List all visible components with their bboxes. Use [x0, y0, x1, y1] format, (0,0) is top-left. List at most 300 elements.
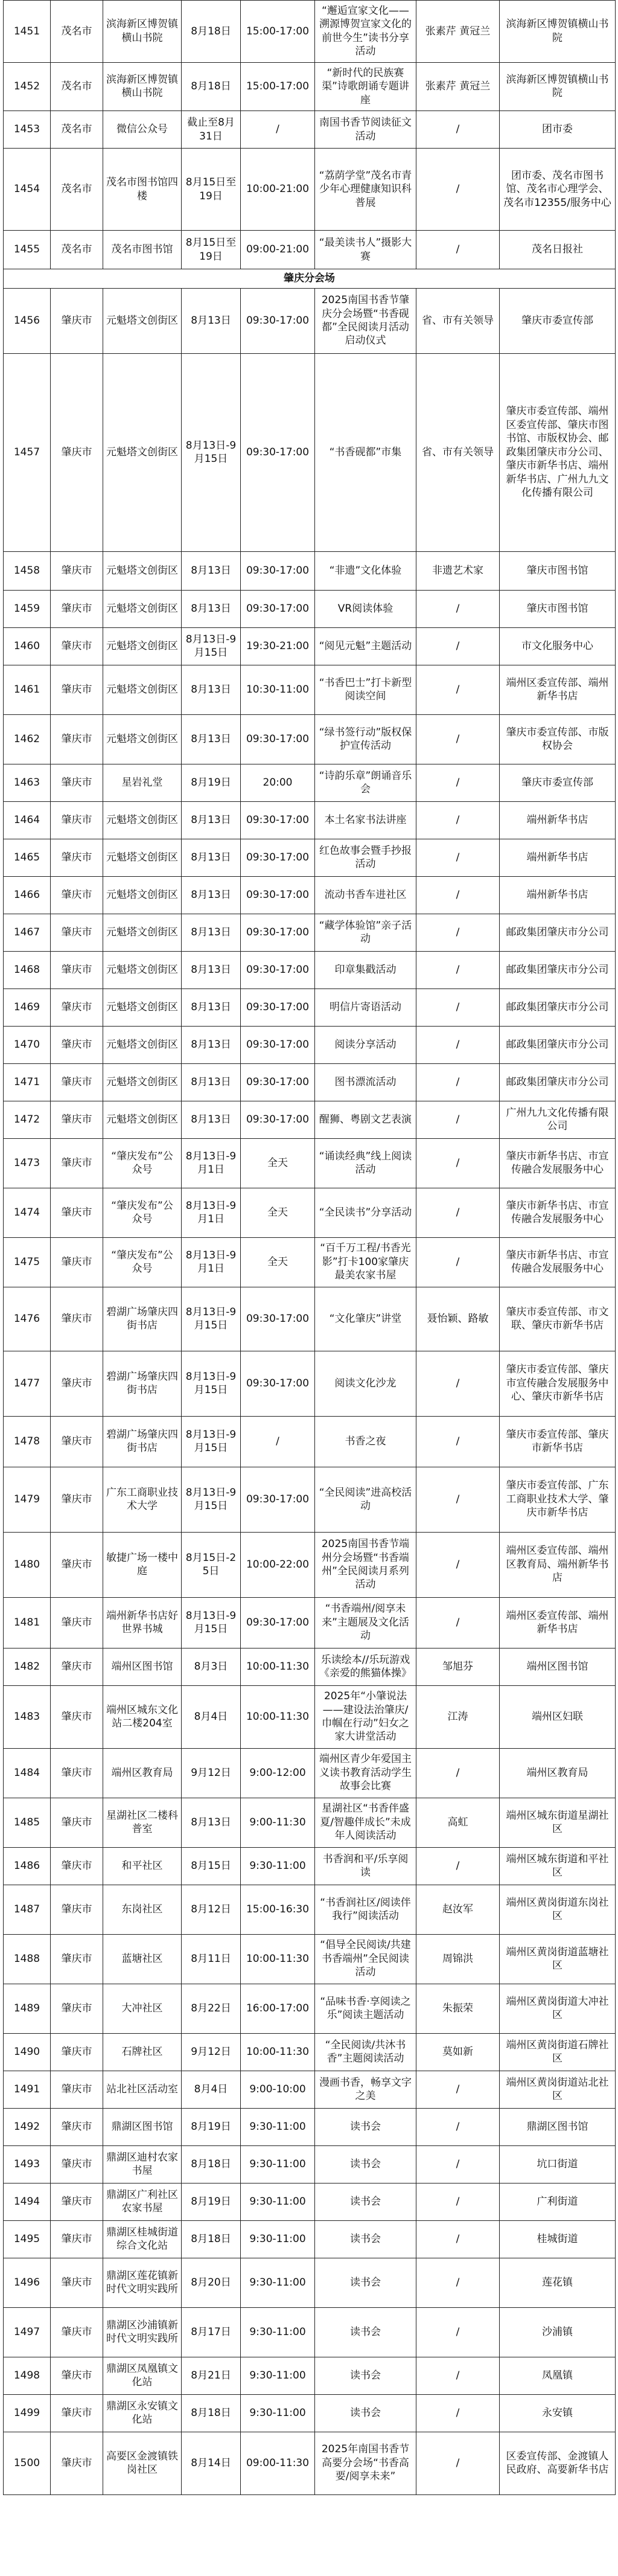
cell-organizer: 端州区图书馆	[500, 1648, 616, 1685]
cell-activity-name: 读书会	[315, 2258, 416, 2307]
table-row	[4, 839, 616, 876]
cell-city: 肇庆市	[51, 1416, 103, 1467]
cell-guest: 周锦洪	[416, 1934, 500, 1984]
cell-city: 肇庆市	[51, 1685, 103, 1748]
table-row	[4, 714, 616, 764]
cell-venue: 元魁塔文创街区	[103, 1101, 182, 1138]
cell-city: 肇庆市	[51, 1984, 103, 2033]
table-row	[4, 231, 616, 269]
cell-time: 全天	[241, 1138, 315, 1188]
table-row	[4, 951, 616, 988]
cell-row-number: 1459	[4, 590, 51, 627]
cell-row-number: 1469	[4, 988, 51, 1026]
cell-activity-name: “绿书签行动”版权保护宣传活动	[315, 714, 416, 764]
cell-time: 09:30-17:00	[241, 353, 315, 551]
cell-activity-name: “倡导全民阅读/共建书香端州”全民阅读活动	[315, 1934, 416, 1984]
table-row	[4, 1026, 616, 1063]
cell-activity-name: 漫画书香，畅享文字之美	[315, 2071, 416, 2108]
cell-guest: /	[416, 2357, 500, 2394]
cell-row-number: 1477	[4, 1351, 51, 1416]
cell-time: 09:30-17:00	[241, 951, 315, 988]
cell-city: 肇庆市	[51, 839, 103, 876]
cell-row-number: 1457	[4, 353, 51, 551]
cell-row-number: 1476	[4, 1287, 51, 1351]
cell-guest: /	[416, 876, 500, 914]
cell-date: 8月13日	[182, 801, 241, 839]
cell-activity-name: 读书会	[315, 2307, 416, 2357]
cell-venue: 元魁塔文创街区	[103, 1063, 182, 1101]
cell-time: 09:30-17:00	[241, 1287, 315, 1351]
cell-activity-name: “品味书香·享阅读之乐”阅读主题活动	[315, 1984, 416, 2033]
cell-activity-name: 南国书香节阅读征文活动	[315, 111, 416, 149]
cell-city: 茂名市	[51, 1, 103, 63]
table-row	[4, 665, 616, 714]
cell-guest: 邹旭芬	[416, 1648, 500, 1685]
cell-venue: 星岩礼堂	[103, 764, 182, 801]
table-row	[4, 2183, 616, 2220]
cell-venue: 元魁塔文创街区	[103, 288, 182, 353]
cell-venue: 和平社区	[103, 1847, 182, 1885]
table-row	[4, 2033, 616, 2071]
cell-time: 09:30-17:00	[241, 1026, 315, 1063]
cell-guest: /	[416, 665, 500, 714]
cell-row-number: 1483	[4, 1685, 51, 1748]
cell-row-number: 1468	[4, 951, 51, 988]
cell-date: 8月4日	[182, 2071, 241, 2108]
cell-guest: /	[416, 714, 500, 764]
cell-time: 09:00-21:00	[241, 231, 315, 269]
cell-city: 肇庆市	[51, 1597, 103, 1648]
cell-guest: 高虹	[416, 1798, 500, 1847]
cell-venue: 碧湖广场肇庆四街书店	[103, 1287, 182, 1351]
cell-organizer: 沙浦镇	[500, 2307, 616, 2357]
cell-guest: 省、市有关领导	[416, 353, 500, 551]
cell-guest: /	[416, 1847, 500, 1885]
cell-guest: /	[416, 1597, 500, 1648]
cell-time: 10:00-22:00	[241, 1532, 315, 1597]
cell-organizer: 端州区委宣传部、端州新华书店	[500, 1597, 616, 1648]
cell-guest: /	[416, 1063, 500, 1101]
table-row	[4, 1237, 616, 1287]
cell-activity-name: “诵读经典”线上阅读活动	[315, 1138, 416, 1188]
cell-organizer: 肇庆市新华书店、市宣传融合发展服务中心	[500, 1237, 616, 1287]
cell-organizer: 端州区教育局	[500, 1748, 616, 1798]
cell-date: 8月15日至19日	[182, 231, 241, 269]
cell-row-number: 1474	[4, 1188, 51, 1237]
cell-row-number: 1500	[4, 2432, 51, 2494]
cell-date: 8月13日	[182, 714, 241, 764]
cell-organizer: 端州区委宣传部、端州新华书店	[500, 665, 616, 714]
cell-organizer: 团市委、茂名市图书馆、茂名市心理学会、茂名市12355/服务中心	[500, 149, 616, 231]
cell-city: 肇庆市	[51, 1467, 103, 1532]
cell-guest: /	[416, 627, 500, 665]
cell-venue: 元魁塔文创街区	[103, 627, 182, 665]
cell-venue: 石牌社区	[103, 2033, 182, 2071]
cell-date: 8月13日	[182, 288, 241, 353]
cell-venue: 鼎湖区凤凰镇文化站	[103, 2357, 182, 2394]
table-row	[4, 1934, 616, 1984]
cell-date: 8月4日	[182, 1685, 241, 1748]
table-row	[4, 111, 616, 149]
cell-date: 8月13日	[182, 914, 241, 951]
table-row	[4, 2258, 616, 2307]
cell-row-number: 1466	[4, 876, 51, 914]
cell-time: 10:00-11:30	[241, 1685, 315, 1748]
cell-organizer: 端州区妇联	[500, 1685, 616, 1748]
cell-time: 全天	[241, 1188, 315, 1237]
cell-time: 9:30-11:00	[241, 2307, 315, 2357]
cell-date: 8月13日-9月15日	[182, 1351, 241, 1416]
cell-organizer: 邮政集团肇庆市分公司	[500, 914, 616, 951]
cell-time: 09:30-17:00	[241, 1351, 315, 1416]
cell-row-number: 1485	[4, 1798, 51, 1847]
cell-guest: /	[416, 231, 500, 269]
cell-guest: /	[416, 1748, 500, 1798]
cell-city: 肇庆市	[51, 1237, 103, 1287]
cell-venue: 鼎湖区迪村农家书屋	[103, 2145, 182, 2183]
cell-venue: 碧湖广场肇庆四街书店	[103, 1416, 182, 1467]
table-row	[4, 288, 616, 353]
cell-activity-name: “书香砚都”市集	[315, 353, 416, 551]
cell-organizer: 邮政集团肇庆市分公司	[500, 1026, 616, 1063]
cell-guest: /	[416, 988, 500, 1026]
cell-date: 8月13日	[182, 665, 241, 714]
cell-time: 9:30-11:00	[241, 2108, 315, 2145]
cell-guest: /	[416, 1188, 500, 1237]
cell-organizer: 广州九九文化传播有限公司	[500, 1101, 616, 1138]
cell-row-number: 1462	[4, 714, 51, 764]
cell-date: 截止至8月31日	[182, 111, 241, 149]
cell-row-number: 1488	[4, 1934, 51, 1984]
cell-activity-name: 2025南国书香节端州分会场暨“书香端州”全民阅读月系列活动	[315, 1532, 416, 1597]
table-row	[4, 62, 616, 111]
cell-time: 09:30-17:00	[241, 714, 315, 764]
cell-venue: 东岗社区	[103, 1885, 182, 1934]
cell-row-number: 1460	[4, 627, 51, 665]
cell-guest: 赵汝军	[416, 1885, 500, 1934]
cell-organizer: 滨海新区博贺镇横山书院	[500, 62, 616, 111]
cell-time: 9:30-11:00	[241, 1847, 315, 1885]
table-row	[4, 1885, 616, 1934]
cell-organizer: 端州区城东街道星湖社区	[500, 1798, 616, 1847]
cell-activity-name: 本土名家书法讲座	[315, 801, 416, 839]
cell-activity-name: “荔荫学堂”茂名市青少年心理健康知识科普展	[315, 149, 416, 231]
cell-city: 肇庆市	[51, 2071, 103, 2108]
cell-activity-name: 书香之夜	[315, 1416, 416, 1467]
cell-organizer: 凤凰镇	[500, 2357, 616, 2394]
cell-venue: 敏捷广场一楼中庭	[103, 1532, 182, 1597]
cell-row-number: 1487	[4, 1885, 51, 1934]
table-row	[4, 1984, 616, 2033]
cell-city: 肇庆市	[51, 1885, 103, 1934]
cell-organizer: 肇庆市委宣传部、市文联、肇庆市新华书店	[500, 1287, 616, 1351]
cell-guest: 莫如新	[416, 2033, 500, 2071]
cell-date: 8月13日-9月15日	[182, 1287, 241, 1351]
cell-activity-name: 读书会	[315, 2145, 416, 2183]
cell-activity-name: 星湖社区“书香伴盛夏/智趣伴成长”未成年人阅读活动	[315, 1798, 416, 1847]
cell-organizer: 肇庆市新华书店、市宣传融合发展服务中心	[500, 1138, 616, 1188]
cell-activity-name: 端州区青少年爱国主义读书教育活动学生故事会比赛	[315, 1748, 416, 1798]
cell-time: 09:30-17:00	[241, 988, 315, 1026]
cell-organizer: 茂名日报社	[500, 231, 616, 269]
cell-guest: 张素芹 黄冠兰	[416, 1, 500, 63]
cell-organizer: 端州新华书店	[500, 801, 616, 839]
cell-row-number: 1490	[4, 2033, 51, 2071]
cell-date: 8月13日-9月1日	[182, 1188, 241, 1237]
cell-date: 8月13日	[182, 988, 241, 1026]
cell-city: 肇庆市	[51, 1026, 103, 1063]
cell-activity-name: “文化肇庆”讲堂	[315, 1287, 416, 1351]
cell-activity-name: 红色故事会暨手抄报活动	[315, 839, 416, 876]
cell-city: 肇庆市	[51, 2108, 103, 2145]
cell-row-number: 1458	[4, 551, 51, 590]
cell-time: 全天	[241, 1237, 315, 1287]
cell-activity-name: “藏学体验馆”亲子活动	[315, 914, 416, 951]
cell-row-number: 1479	[4, 1467, 51, 1532]
cell-venue: 高要区金渡镇铁岗社区	[103, 2432, 182, 2494]
cell-time: /	[241, 1416, 315, 1467]
cell-city: 肇庆市	[51, 1138, 103, 1188]
cell-row-number: 1499	[4, 2394, 51, 2432]
cell-date: 8月15日-25日	[182, 1532, 241, 1597]
cell-guest: /	[416, 1351, 500, 1416]
cell-venue: 元魁塔文创街区	[103, 839, 182, 876]
cell-activity-name: 读书会	[315, 2183, 416, 2220]
cell-time: 9:30-11:00	[241, 2145, 315, 2183]
cell-organizer: 邮政集团肇庆市分公司	[500, 951, 616, 988]
cell-activity-name: “书香润社区/阅读伴我行”阅读活动	[315, 1885, 416, 1934]
cell-venue: 元魁塔文创街区	[103, 951, 182, 988]
cell-organizer: 肇庆市新华书店、市宣传融合发展服务中心	[500, 1188, 616, 1237]
cell-venue: 广东工商职业技术大学	[103, 1467, 182, 1532]
cell-date: 8月18日	[182, 62, 241, 111]
cell-organizer: 市文化服务中心	[500, 627, 616, 665]
cell-organizer: 永安镇	[500, 2394, 616, 2432]
cell-city: 肇庆市	[51, 801, 103, 839]
cell-row-number: 1473	[4, 1138, 51, 1188]
cell-time: 9:30-11:00	[241, 2220, 315, 2258]
cell-time: 09:30-17:00	[241, 876, 315, 914]
cell-date: 8月14日	[182, 2432, 241, 2494]
section-header-row	[4, 269, 616, 288]
cell-date: 8月21日	[182, 2357, 241, 2394]
table-row	[4, 1138, 616, 1188]
cell-time: 09:30-17:00	[241, 1597, 315, 1648]
cell-time: 10:00-11:30	[241, 2033, 315, 2071]
table-row	[4, 764, 616, 801]
cell-organizer: 肇庆市委宣传部、肇庆市宣传融合发展服务中心、肇庆市新华书店	[500, 1351, 616, 1416]
cell-guest: /	[416, 149, 500, 231]
cell-time: 19:30-21:00	[241, 627, 315, 665]
table-row	[4, 149, 616, 231]
cell-time: 10:00-21:00	[241, 149, 315, 231]
cell-venue: 端州区图书馆	[103, 1648, 182, 1685]
cell-city: 肇庆市	[51, 2145, 103, 2183]
cell-city: 茂名市	[51, 231, 103, 269]
cell-organizer: 肇庆市委宣传部、肇庆市新华书店	[500, 1416, 616, 1467]
cell-venue: 元魁塔文创街区	[103, 988, 182, 1026]
cell-city: 肇庆市	[51, 2307, 103, 2357]
cell-guest: /	[416, 914, 500, 951]
cell-venue: 鼎湖区广利社区农家书屋	[103, 2183, 182, 2220]
cell-date: 8月13日	[182, 1101, 241, 1138]
cell-row-number: 1455	[4, 231, 51, 269]
cell-time: 09:30-17:00	[241, 551, 315, 590]
cell-city: 茂名市	[51, 111, 103, 149]
cell-date: 8月19日	[182, 2108, 241, 2145]
table-row	[4, 1685, 616, 1748]
cell-activity-name: “书香巴士”打卡新型阅读空间	[315, 665, 416, 714]
cell-activity-name: “百千万工程/书香光影”打卡100家肇庆最美农家书屋	[315, 1237, 416, 1287]
cell-row-number: 1464	[4, 801, 51, 839]
cell-organizer: 端州区黄岗街道蓝塘社区	[500, 1934, 616, 1984]
cell-venue: 元魁塔文创街区	[103, 914, 182, 951]
cell-organizer: 邮政集团肇庆市分公司	[500, 1063, 616, 1101]
cell-guest: 朱振荣	[416, 1984, 500, 2033]
cell-time: 09:30-17:00	[241, 801, 315, 839]
cell-venue: 微信公众号	[103, 111, 182, 149]
cell-organizer: 端州区城东街道和平社区	[500, 1847, 616, 1885]
cell-activity-name: 2025年南国书香节高要分会场“书香高要/阅享未来”	[315, 2432, 416, 2494]
cell-city: 肇庆市	[51, 1188, 103, 1237]
cell-venue: 茂名市图书馆四楼	[103, 149, 182, 231]
cell-time: 9:30-11:00	[241, 2183, 315, 2220]
section-title: 肇庆分会场	[4, 269, 616, 288]
cell-time: 9:00-11:30	[241, 1798, 315, 1847]
table-row	[4, 1798, 616, 1847]
cell-date: 8月13日	[182, 876, 241, 914]
cell-date: 8月13日-9月1日	[182, 1138, 241, 1188]
cell-city: 肇庆市	[51, 1748, 103, 1798]
cell-guest: /	[416, 1026, 500, 1063]
cell-date: 8月13日-9月15日	[182, 1467, 241, 1532]
cell-venue: 元魁塔文创街区	[103, 801, 182, 839]
cell-activity-name: 读书会	[315, 2357, 416, 2394]
cell-time: 09:30-17:00	[241, 914, 315, 951]
cell-time: 9:00-12:00	[241, 1748, 315, 1798]
cell-guest: /	[416, 1101, 500, 1138]
cell-time: 10:00-11:30	[241, 1934, 315, 1984]
cell-activity-name: 2025南国书香节肇庆分会场暨“书香砚都”全民阅读月活动启动仪式	[315, 288, 416, 353]
cell-time: 9:30-11:00	[241, 2394, 315, 2432]
cell-date: 8月13日-9月15日	[182, 1597, 241, 1648]
cell-guest: /	[416, 2071, 500, 2108]
cell-venue: 端州区城东文化站二楼204室	[103, 1685, 182, 1748]
cell-organizer: 区委宣传部、金渡镇人民政府、高要新华书店	[500, 2432, 616, 2494]
cell-venue: 滨海新区博贺镇横山书院	[103, 62, 182, 111]
table-row	[4, 2394, 616, 2432]
table-row	[4, 1351, 616, 1416]
table-row	[4, 1188, 616, 1237]
cell-activity-name: 读书会	[315, 2220, 416, 2258]
cell-guest: /	[416, 111, 500, 149]
cell-city: 肇庆市	[51, 2220, 103, 2258]
cell-venue: 端州新华书店好世界书城	[103, 1597, 182, 1648]
cell-activity-name: 书香润和平/乐享阅读	[315, 1847, 416, 1885]
cell-venue: 鼎湖区沙浦镇新时代文明实践所	[103, 2307, 182, 2357]
table-row	[4, 1, 616, 63]
cell-date: 8月13日	[182, 951, 241, 988]
cell-organizer: 滨海新区博贺镇横山书院	[500, 1, 616, 63]
cell-venue: 端州区教育局	[103, 1748, 182, 1798]
cell-city: 肇庆市	[51, 914, 103, 951]
cell-date: 8月13日	[182, 590, 241, 627]
cell-venue: 鼎湖区永安镇文化站	[103, 2394, 182, 2432]
cell-city: 肇庆市	[51, 1934, 103, 1984]
cell-organizer: 坑口街道	[500, 2145, 616, 2183]
cell-activity-name: 读书会	[315, 2108, 416, 2145]
cell-guest: 聂怡颖、路敏	[416, 1287, 500, 1351]
cell-row-number: 1491	[4, 2071, 51, 2108]
cell-time: 16:00-17:00	[241, 1984, 315, 2033]
cell-time: 09:30-17:00	[241, 1101, 315, 1138]
cell-time: 15:00-16:30	[241, 1885, 315, 1934]
table-row	[4, 1847, 616, 1885]
cell-venue: 元魁塔文创街区	[103, 876, 182, 914]
cell-organizer: 端州区黄岗街道站北社区	[500, 2071, 616, 2108]
cell-venue: 元魁塔文创街区	[103, 665, 182, 714]
cell-activity-name: “全民阅读”进高校活动	[315, 1467, 416, 1532]
cell-venue: 元魁塔文创街区	[103, 353, 182, 551]
cell-row-number: 1480	[4, 1532, 51, 1597]
cell-city: 肇庆市	[51, 764, 103, 801]
cell-row-number: 1452	[4, 62, 51, 111]
cell-guest: /	[416, 839, 500, 876]
cell-row-number: 1467	[4, 914, 51, 951]
cell-date: 8月20日	[182, 2258, 241, 2307]
cell-date: 8月15日至19日	[182, 149, 241, 231]
cell-city: 肇庆市	[51, 2183, 103, 2220]
cell-organizer: 端州区黄岗街道东岗社区	[500, 1885, 616, 1934]
cell-guest: /	[416, 801, 500, 839]
cell-city: 肇庆市	[51, 288, 103, 353]
cell-time: 09:30-17:00	[241, 1467, 315, 1532]
cell-venue: 元魁塔文创街区	[103, 714, 182, 764]
cell-date: 9月12日	[182, 2033, 241, 2071]
cell-date: 8月13日	[182, 839, 241, 876]
cell-activity-name: 图书漂流活动	[315, 1063, 416, 1101]
cell-time: /	[241, 111, 315, 149]
cell-row-number: 1497	[4, 2307, 51, 2357]
cell-city: 肇庆市	[51, 627, 103, 665]
cell-guest: /	[416, 2258, 500, 2307]
cell-city: 茂名市	[51, 62, 103, 111]
table-row	[4, 2357, 616, 2394]
cell-time: 9:30-11:00	[241, 2357, 315, 2394]
cell-organizer: 肇庆市图书馆	[500, 590, 616, 627]
cell-venue: 元魁塔文创街区	[103, 551, 182, 590]
cell-city: 肇庆市	[51, 1351, 103, 1416]
cell-guest: /	[416, 951, 500, 988]
cell-organizer: 肇庆市图书馆	[500, 551, 616, 590]
cell-organizer: 广利街道	[500, 2183, 616, 2220]
cell-time: 10:30-11:00	[241, 665, 315, 714]
cell-city: 肇庆市	[51, 1101, 103, 1138]
cell-time: 20:00	[241, 764, 315, 801]
cell-guest: /	[416, 2394, 500, 2432]
cell-date: 8月13日	[182, 1026, 241, 1063]
cell-organizer: 肇庆市委宣传部	[500, 764, 616, 801]
cell-date: 8月13日-9月15日	[182, 627, 241, 665]
table-row	[4, 1467, 616, 1532]
cell-row-number: 1498	[4, 2357, 51, 2394]
cell-date: 8月13日-9月1日	[182, 1237, 241, 1287]
cell-row-number: 1496	[4, 2258, 51, 2307]
cell-activity-name: 醒狮、粤剧文艺表演	[315, 1101, 416, 1138]
cell-date: 8月11日	[182, 1934, 241, 1984]
cell-date: 8月13日	[182, 1798, 241, 1847]
cell-venue: 滨海新区博贺镇横山书院	[103, 1, 182, 63]
